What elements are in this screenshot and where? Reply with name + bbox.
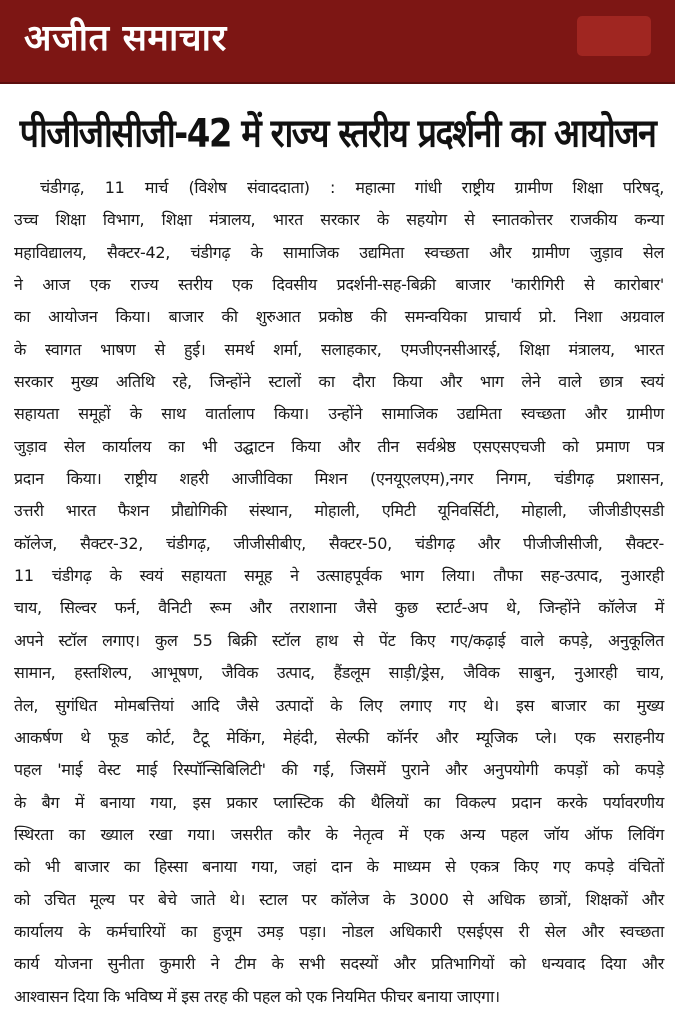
article-line: 11 चंडीगढ़ के स्वयं सहायता समूह ने उत्साहपूर्वक भाग लिया। तौफा सह-उत्पाद, नुआरही (14, 566, 664, 586)
article-line: जुड़ाव सेल कार्यालय का भी उद्घाटन किया और तीन सर्वश्रेष्ठ एसएसएचजी को प्रमाण पत्र (14, 436, 664, 456)
article-line: सहायता समूहों के साथ वार्तालाप किया। उन्होंने सामाजिक उद्यमिता स्वच्छता और ग्रामीण (14, 404, 664, 424)
article-line: महाविद्यालय, सैक्टर-42, चंडीगढ़ के सामाजिक उद्यमिता स्वच्छता और ग्रामीण जुड़ाव सेल (14, 242, 664, 262)
article-line: का आयोजन किया। बाजार की शुरुआत प्रकोष्ठ की समन्वयिका प्राचार्य प्रो. निशा अग्रवाल (14, 307, 664, 327)
article-line: के स्वागत भाषण से हुई। समर्थ शर्मा, सलाहकार, एमजीएनसीआरई, शिक्षा मंत्रालय, भारत (14, 339, 664, 359)
article-line: पहल 'माई वेस्ट माई रिस्पॉन्सिबिलिटी' की गई, जिसमें पुराने और अनुपयोगी कपड़ों को कपड़े (14, 760, 664, 780)
article-line: अपने स्टॉल लगाए। कुल 55 बिक्री स्टॉल हाथ से पेंट किए गए/कढ़ाई वाले कपड़े, अनुकूलित (14, 630, 664, 650)
article-line: स्थिरता का ख्याल रखा गया। जसरीत कौर के नेतृत्व में एक अन्य पहल जॉय ऑफ लिविंग (14, 824, 664, 844)
article-line: उच्च शिक्षा विभाग, शिक्षा मंत्रालय, भारत सरकार के सहयोग से स्नातकोत्तर राजकीय कन्या (14, 210, 664, 230)
masthead (0, 0, 675, 84)
article-body (14, 172, 664, 1013)
headline: पीजीजीसीजी-42 में राज्य स्तरीय प्रदर्शनी का आयोजन (19, 111, 656, 157)
article-line: आकर्षण थे फूड कोर्ट, टैटू मेकिंग, मेहंदी, सेल्फी कॉर्नर और म्यूजिक प्ले। एक सराहनीय (14, 727, 664, 747)
article-line: तेल, सुगंधित मोमबत्तियां आदि जैसे उत्पादों के लिए लगाए गए थे। इस बाजार का मुख्य (14, 695, 664, 715)
article-line: कॉलेज, सैक्टर-32, चंडीगढ़, जीजीसीबीए, सैक्टर-50, चंडीगढ़ और पीजीजीसीजी, सैक्टर- (14, 533, 664, 553)
article-line: कार्यालय के कर्मचारियों का हुजूम उमड़ पड़ा। नोडल अधिकारी एसईएस री सेल और स्वच्छता (14, 921, 664, 941)
article-line: उत्तरी भारत फैशन प्रौद्योगिकी संस्थान, मोहाली, एमिटी यूनिवर्सिटी, मोहाली, जीजीडीएसडी (14, 501, 664, 521)
newspaper-title: अजीत समाचार (24, 18, 227, 59)
article-line: के बैग में बनाया गया, इस प्रकार प्लास्टिक की थैलियों का विकल्प प्रदान करके पर्यावरणीय (14, 792, 664, 812)
article-line: आश्वासन दिया कि भविष्य में इस तरह की पहल को एक नियमित फीचर बनाया जाएगा। (14, 986, 500, 1006)
article-line: कार्य योजना सुनीता कुमारी ने टीम के सभी सदस्यों और प्रतिभागियों को धन्यवाद दिया और (14, 954, 664, 974)
masthead-logo-box (577, 16, 651, 56)
article-line: ने आज एक राज्य स्तरीय एक दिवसीय प्रदर्शनी-सह-बिक्री बाजार 'कारीगिरी से कारोबार' (14, 275, 664, 295)
article-line: चाय, सिल्वर फर्न, वैनिटी रूम और तराशाना जैसे कुछ स्टार्ट-अप थे, जिन्होंने कॉलेज में (14, 598, 664, 618)
article-line: को उचित मूल्य पर बेचे जाते थे। स्टाल पर कॉलेज के 3000 से अधिक छात्रों, शिक्षकों और (14, 889, 664, 909)
article-line: को भी बाजार का हिस्सा बनाया गया, जहां दान के माध्यम से एकत्र किए गए कपड़े वंचितों (14, 857, 664, 877)
article-line: चंडीगढ़, 11 मार्च (विशेष संवाददाता) : महात्मा गांधी राष्ट्रीय ग्रामीण शिक्षा परिषद्, (40, 178, 664, 197)
article-line: सरकार मुख्य अतिथि रहे, जिन्होंने स्टालों का दौरा किया और भाग लेने वाले छात्र स्वयं (14, 372, 664, 392)
article-line: प्रदान किया। राष्ट्रीय शहरी आजीविका मिशन (एनयूएलएम),नगर निगम, चंडीगढ़ प्रशासन, (14, 469, 664, 489)
article-line: सामान, हस्तशिल्प, आभूषण, जैविक उत्पाद, हैंडलूम साड़ी/ड्रेस, जैविक साबुन, नुआरही चाय, (14, 663, 664, 683)
